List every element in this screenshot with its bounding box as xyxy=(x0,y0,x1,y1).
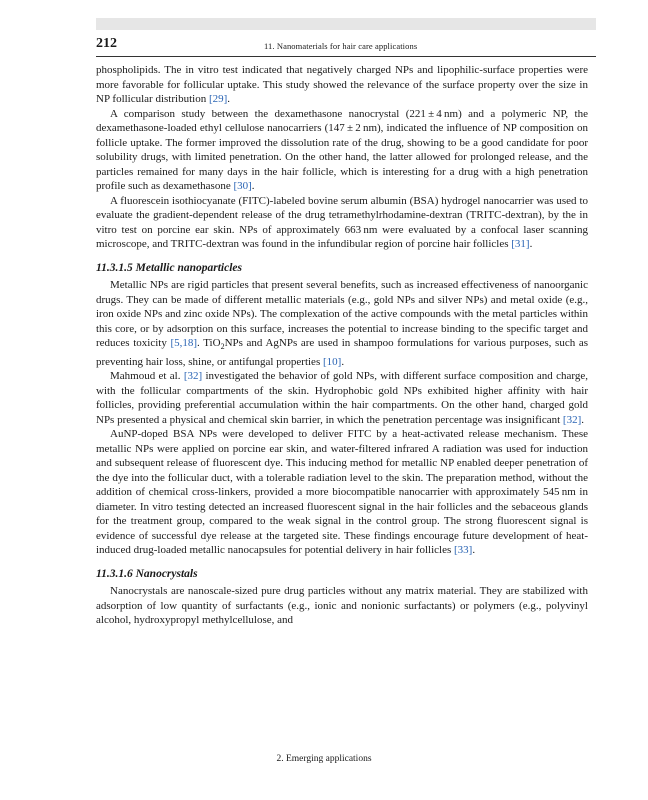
section-heading-nanocrystals: 11.3.1.6 Nanocrystals xyxy=(96,567,198,580)
section-heading-metallic-nanoparticles: 11.3.1.5 Metallic nanoparticles xyxy=(96,261,242,274)
paragraph: A fluorescein isothiocyanate (FITC)-labeled bovine serum albumin (BSA) hydrogel nanocarrier was used to evaluate the gradient-dependent release of the drug tetramethylrhodamine-dextran (TRITC-dextran), by the in vitro test on porcine ear skin. NPs of approximately 663 nm were evaluated by a confocal laser scanning microscope, and TRITC-dextran was found in the infundibular region of porcine hair follicles [31]. xyxy=(96,194,588,250)
citation-link[interactable]: [32] xyxy=(562,413,582,426)
paragraph: Nanocrystals are nanoscale-sized pure drug particles without any matrix material. They are stabilized with adsorption of low quantity of surfactants (e.g., ionic and nonionic surfactants) or polymers (e.g., polyvinyl alcohol, hydroxypropyl methylcellulose, and xyxy=(96,585,588,627)
paragraph: phospholipids. The in vitro test indicated that negatively charged NPs and lipophilic-surface properties were more favorable for follicular uptake. This study showed the relevance of the surface property over the size in NP follicular distribution [29]. xyxy=(96,64,588,105)
paragraph: AuNP-doped BSA NPs were developed to deliver FITC by a heat-activated release mechanism. These metallic NPs were applied on porcine ear skin, and water-filtered infrared A radiation was used for induction and subsequent release of fluorescent dye. This inducing method for metallic NP enabled deeper penetration of the dye into the follicular duct, with a tolerable radiation level to the skin. The preparation method, without the addition of chemical cross-linkers, provided a more biocompatible nanocarrier with approximately 545 nm in diameter. In vitro testing detected an increased fluorescent signal in the hair follicles and the sebaceous glands for the treatment group, compared to the weak signal in the control group. The strong fluorescent signal is evidence of successful dye release at the targeted site. These findings encourage future development of heat-induced drug-loaded metallic nanocapsules for potential delivery in hair follicles [33]. xyxy=(96,428,588,557)
citation-link[interactable]: [30] xyxy=(233,180,252,192)
citation-link[interactable]: [33] xyxy=(454,544,473,557)
paragraph: A comparison study between the dexamethasone nanocrystal (221 ± 4 nm) and a polymeric NP, the dexamethasone-loaded ethyl cellulose nanocarriers (147 ± 2 nm), indicated the influence of NP composition on follicle uptake. The former improved the dissolution rate of the drug, showing to be a good candidate for poor solubility drugs, with limited penetration. On the other hand, the latter allowed for prolonged release, and the particles remained for many days in the hair follicle, which is interesting for a drug with a high penetration profile such as dexamethasone [30]. xyxy=(96,107,588,192)
page-footer: 2. Emerging applications xyxy=(276,754,372,764)
citation-link[interactable]: [5,18] xyxy=(170,337,198,349)
citation-link[interactable]: [31] xyxy=(511,238,530,250)
paragraph: Mahmoud et al. [32] investigated the behavior of gold NPs, with different surface composition and charge, with the follicular compartments of the skin. Hydrophobic gold NPs exhibited higher affinity with hair follicles, providing preferential accumulation within the hair compartments. On the other hand, charged gold NPs presented a physical and chemical skin barrier, in which the penetration percentage was insignificant [32]. xyxy=(96,370,588,426)
body-text xyxy=(96,63,588,628)
citation-link[interactable]: [32] xyxy=(183,370,203,383)
page-number: 212 xyxy=(96,36,117,51)
citation-link[interactable]: [29] xyxy=(208,93,228,105)
running-head: 11. Nanomaterials for hair care applications xyxy=(264,41,418,51)
citation-link[interactable]: [10] xyxy=(322,355,342,368)
paragraph: Metallic NPs are rigid particles that present several benefits, such as increased effectiveness of nanoorganic drugs. They can be made of different metallic materials (e.g., gold NPs and silver NPs) and metal oxide (e.g., iron oxide NPs and zinc oxide NPs). The complexation of the active compounds with the metal particles within this core, or by adsorption on this surface, increases the potential to increase binding to the specific target and reduces toxicity [5,18]. TiO$_2$NPs and AgNPs are used in shampoo formulations for various purposes, such as preventing hair loss, shine, or antifungal properties [10]. xyxy=(96,279,588,368)
top-gray-band xyxy=(96,18,596,30)
page-header xyxy=(96,38,596,57)
